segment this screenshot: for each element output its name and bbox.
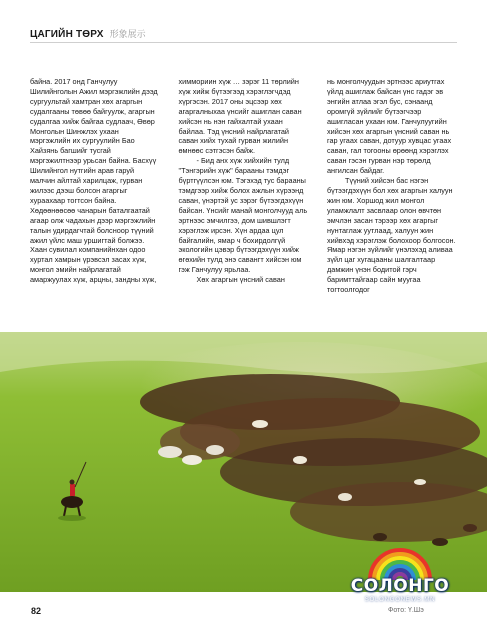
paragraph: байна. 2017 онд Ганчулуу Шилийнголын Ажил мэргэжлийн дээд сургуультай хамтран хөх агаргын судалгааны төвөө байгуулж, агаргын судалгаа хийж байгаа судлаач, Өвөр Монголын Шинжлэх ухаан мэргэжлийн их сургуулийн Бао Хайзянь багшийг тусгай мэргэжилтнээр урьсан байна. Басхүү Шилийнгол нутгийн арав гаруй малчин айлтай харилцаж, гурван жилээс дээш болсон агаргыг хураахаар тогтсон байна. Хөдөөнөөсөө чанарын баталгаатай агаар олж чадахын дээр мэргэжлийн талын удирдагчтай болсноор түүний ажил үйлс маш уршигтай болжээ. Хаан сувилал компанийнхан одоо хуртал хамрын үрэвсэл засах хүж, монгол эмийн найрлагатай амаржуулах хүж, арцны, зандны хүж,: [30, 77, 158, 285]
article-column-2: [179, 77, 310, 309]
section-title: ЦАГИЙН ТӨРХ: [30, 29, 104, 40]
paragraph: химмориин хүж … зэрэг 11 төрлийн хүж хийж бүтээгээд хэрэглэгчдэд хүргэсэн. 2017 оны эцсээр хөх агаргалныхаа үнсийг ашиглан саван хийсэн нь нэн гайхалтай ухаан байлаа. Тэд үнсний найрлагатай саван хийх тухай гурван жилийн өмнөөс сэтгэсэн байж.: [178, 77, 302, 156]
paragraph: Түүний хийсэн бас нэгэн бүтээгдэхүүн бол хөх агаргын халуун жин юм. Хоршод жил монгол уламжлалт засвлаар олон өвчтөн эмчлэн засан тэрээр хөх агаргыг нунтаглаж уутлаад, халуун жин хийвхэд хэрэглэж болохоор болгосон. Ямар нэгэн зүйлийг үнэлэхэд аливаа зүйл цаг хугацааны шалгалтаар дамжин үнэн бодитой гэрч баримттайгаар сайн муугаа тогтоолгодог: [327, 176, 456, 295]
article-column-3: [327, 77, 458, 309]
section-subtitle: 形象展示: [109, 29, 146, 39]
page-number: 82: [31, 606, 42, 616]
article-body: [30, 77, 458, 309]
solongo-logo: [344, 542, 456, 614]
logo-wordmark: СОЛОНГО: [350, 576, 450, 596]
running-header: [30, 27, 146, 41]
paragraph: Хөх агаргын үнсний саван: [196, 275, 285, 285]
paragraph: - Бид анх хүж хийхийн тулд "Тэнгэрийн хүж" барааны тэмдэг бүртгүүлсэн юм. Тэгэхэд тус барааны тэмдгээр хийж болох ажлын хүрээнд саван, үнэртэй ус зэрэг бүтээгдэхүүн байсан. Үнсийг манай монголчууд аль эртнээс эмчилгээ, дом шившлэгт хэрэглэж ирсэн. Хүн ардаа цул байгалийн, ямар ч бохирдолгүй экологийн цэвэр бүтээгдэхүүн хийж өгөхийн тулд энэ савангт хийсэн юм гэж Ганчулуу ярьлаа.: [178, 156, 308, 275]
logo-url: SOLONGONEWS.MN: [364, 597, 436, 603]
paragraph: нь монголчуудын эртнээс ариутгах үйлд ашиглаж байсан үнс гадэг эв энгийн атлаа эгэл бус, сэнаанд оромгүй зүйлийг бүтээгчээр ашигласан ухаан юм. Ганчулуугийн хийсэн хөх агаргын үнсний саван нь гар угаах саван, дотуур хувцас угаах саван, гал тогооны өрөөнд хэрэглэх саван гэсэн гурван нэр төрөлд ангилсан байдаг.: [327, 77, 452, 176]
article-column-1: [30, 77, 161, 309]
photo-credit: Фото: Ү.Шэ: [388, 607, 424, 614]
header-divider: [30, 42, 457, 43]
